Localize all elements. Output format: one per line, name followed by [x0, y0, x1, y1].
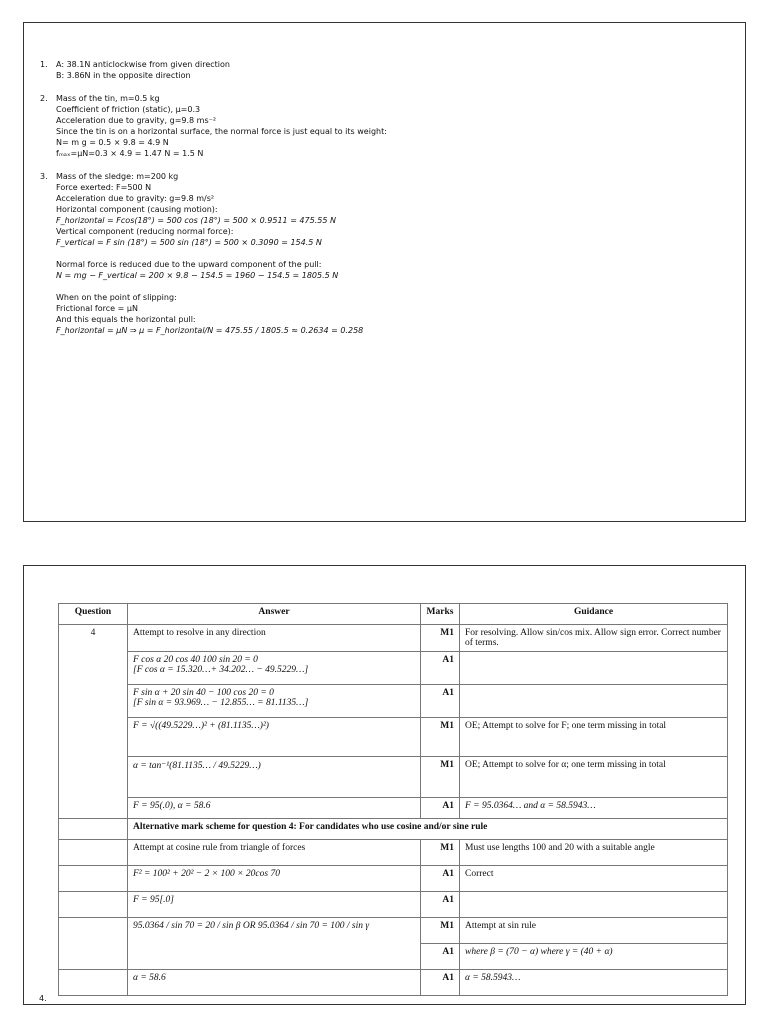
marks-cell: M1 [421, 918, 460, 944]
answer-item-3 [40, 171, 730, 336]
answer-line: F_vertical = F sin (18°) = 500 sin (18°) = 500 × 0.3090 = 154.5 N [56, 238, 322, 247]
question-number: 4 [59, 625, 128, 819]
answer-line: F_horizontal = Fcos(18°) = 500 cos (18°) = 500 × 0.9511 = 475.55 N [56, 216, 336, 225]
answer-line: Force exerted: F=500 N [56, 183, 152, 192]
table-row [59, 652, 728, 685]
guidance-cell: Must use lengths 100 and 20 with a suitable angle [460, 840, 728, 866]
answer-cell: Attempt to resolve in any direction [128, 625, 421, 652]
marks-cell: A1 [421, 866, 460, 892]
answer-line: Frictional force = μN [56, 304, 138, 313]
guidance-cell: Correct [460, 866, 728, 892]
marks-cell: A1 [421, 944, 460, 970]
item-number: 3. [40, 172, 48, 181]
answer-item-1 [40, 59, 730, 81]
answer-line: Horizontal component (causing motion): [56, 205, 218, 214]
table-row [59, 840, 728, 866]
answer-line: fₘₐₓ=μN=0.3 × 4.9 = 1.47 N = 1.5 N [56, 149, 204, 158]
answer-line: B: 3.86N in the opposite direction [56, 71, 191, 80]
guidance-cell [460, 892, 728, 918]
mark-scheme-page [23, 565, 746, 1005]
header-answer: Answer [128, 604, 421, 625]
guidance-cell: α = 58.5943… [460, 970, 728, 996]
marks-cell: M1 [421, 757, 460, 798]
mark-scheme-table [58, 603, 728, 996]
table-row [59, 892, 728, 918]
guidance-cell: Attempt at sin rule [460, 918, 728, 944]
answer-cell: F cos α 20 cos 40 100 sin 20 = 0 [F cos α = 15.320…+ 34.202… − 49.5229…] [128, 652, 421, 685]
answer-line: N = mg − F_vertical = 200 × 9.8 − 154.5 = 1960 − 154.5 = 1805.5 N [56, 271, 339, 280]
answer-line: Mass of the tin, m=0.5 kg [56, 94, 160, 103]
answer-line: Normal force is reduced due to the upward component of the pull: [56, 260, 322, 269]
answer-line: And this equals the horizontal pull: [56, 315, 196, 324]
header-marks: Marks [421, 604, 460, 625]
answer-cell: F = √((49.5229…)² + (81.1135…)²) [128, 718, 421, 757]
answer-line: F_horizontal = μN ⇒ μ = F_horizontal/N = 475.55 / 1805.5 ≈ 0.2634 = 0.258 [56, 326, 364, 335]
marks-cell: A1 [421, 685, 460, 718]
guidance-cell: where β = (70 − α) where γ = (40 + α) [460, 944, 728, 970]
answer-line: Since the tin is on a horizontal surface, the normal force is just equal to its weight: [56, 127, 387, 136]
marks-cell: M1 [421, 840, 460, 866]
alternative-heading-row [59, 819, 728, 840]
answer-line: Acceleration due to gravity: g=9.8 m/s² [56, 194, 215, 203]
answer-line: N= m g = 0.5 × 9.8 = 4.9 N [56, 138, 169, 147]
answer-cell: 95.0364 / sin 70 = 20 / sin β OR 95.0364 / sin 70 = 100 / sin γ [128, 918, 421, 970]
guidance-cell: OE; Attempt to solve for α; one term missing in total [460, 757, 728, 798]
answer-cell: Attempt at cosine rule from triangle of forces [128, 840, 421, 866]
answer-cell: F sin α + 20 sin 40 − 100 cos 20 = 0 [F sin α = 93.969… − 12.855… = 81.1135…] [128, 685, 421, 718]
guidance-cell: For resolving. Allow sin/cos mix. Allow sign error. Correct number of terms. [460, 625, 728, 652]
table-row [59, 798, 728, 819]
alternative-heading: Alternative mark scheme for question 4: For candidates who use cosine and/or sine rule [128, 819, 728, 840]
answer-cell: α = 58.6 [128, 970, 421, 996]
answer-line: Acceleration due to gravity, g=9.8 ms⁻² [56, 116, 217, 125]
guidance-cell [460, 685, 728, 718]
answer-item-2 [40, 93, 730, 159]
marks-cell: A1 [421, 652, 460, 685]
answer-cell: F = 95(.0), α = 58.6 [128, 798, 421, 819]
footer-number: 4. [39, 994, 47, 1003]
table-row [59, 918, 728, 944]
table-row [59, 970, 728, 996]
guidance-cell [460, 652, 728, 685]
answers-list [40, 59, 730, 348]
item-number: 2. [40, 94, 48, 103]
header-guidance: Guidance [460, 604, 728, 625]
table-header-row [59, 604, 728, 625]
table-row [59, 625, 728, 652]
marks-cell: A1 [421, 970, 460, 996]
answer-cell: F² = 100² + 20² − 2 × 100 × 20cos 70 [128, 866, 421, 892]
table-row [59, 757, 728, 798]
marks-cell: A1 [421, 892, 460, 918]
answer-line: Mass of the sledge: m=200 kg [56, 172, 179, 181]
answers-page [23, 22, 746, 522]
table-row [59, 866, 728, 892]
table-row [59, 718, 728, 757]
answer-cell: α = tan⁻¹(81.1135… / 49.5229…) [128, 757, 421, 798]
marks-cell: M1 [421, 625, 460, 652]
answer-line: Vertical component (reducing normal force): [56, 227, 234, 236]
guidance-cell: F = 95.0364… and α = 58.5943… [460, 798, 728, 819]
marks-cell: M1 [421, 718, 460, 757]
answer-line: When on the point of slipping: [56, 293, 177, 302]
header-question: Question [59, 604, 128, 625]
marks-cell: A1 [421, 798, 460, 819]
item-number: 1. [40, 60, 48, 69]
table-row [59, 685, 728, 718]
answer-line: Coefficient of friction (static), μ=0.3 [56, 105, 201, 114]
guidance-cell: OE; Attempt to solve for F; one term missing in total [460, 718, 728, 757]
answer-line: A: 38.1N anticlockwise from given direction [56, 60, 230, 69]
answer-cell: F = 95[.0] [128, 892, 421, 918]
